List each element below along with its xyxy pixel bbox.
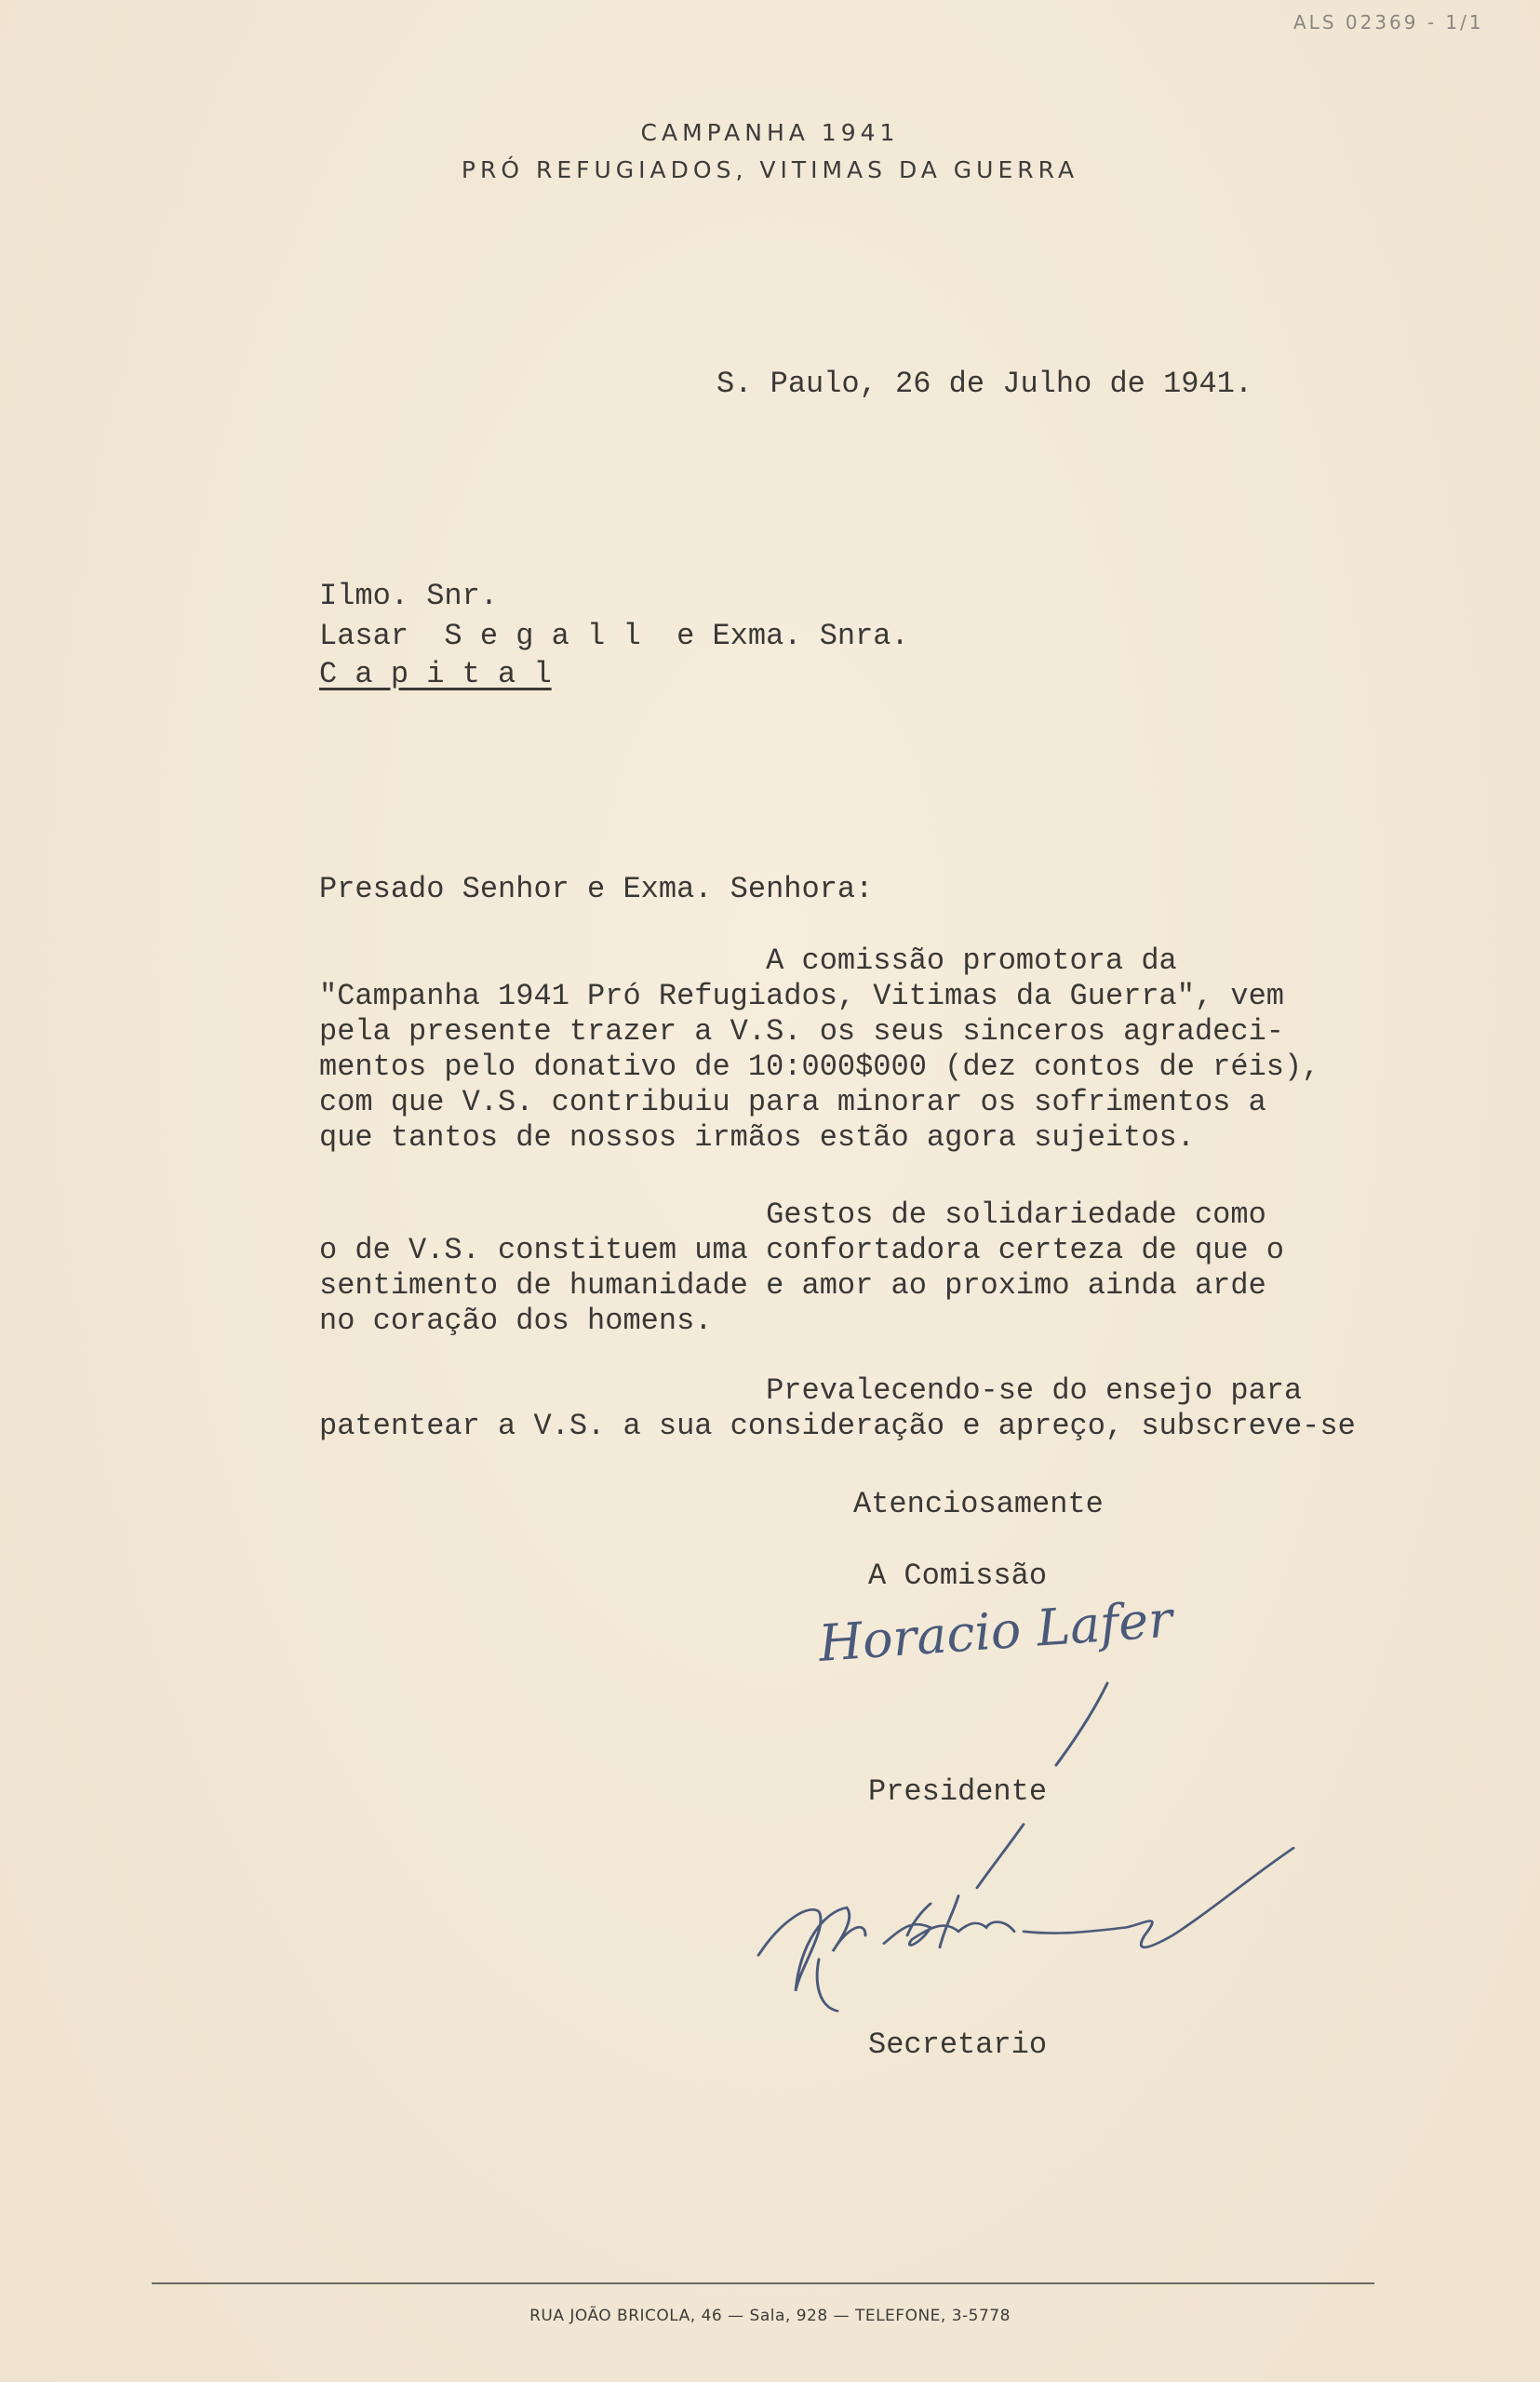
footer-address: RUA JOÃO BRICOLA, 46 — Sala, 928 — TELEFONE, 3-5778	[529, 2307, 1011, 2325]
body-paragraph-3	[319, 1373, 1356, 1444]
body-line: Prevalecendo-se do ensejo para	[319, 1373, 1303, 1408]
committee-label: A Comissão	[868, 1559, 1048, 1593]
secretary-title: Secretario	[868, 2027, 1048, 2062]
signature-president-flourish	[1042, 1679, 1117, 1768]
recipient-line-1: Ilmo. Snr.	[319, 579, 499, 613]
body-line: mentos pelo donativo de 10:000$000 (dez contos de réis),	[319, 1050, 1320, 1084]
body-line: "Campanha 1941 Pró Refugiados, Vitimas da Guerra", vem	[319, 979, 1284, 1013]
signature-president: Horacio Lafer	[816, 1589, 1174, 1673]
body-paragraph-1	[319, 943, 1319, 1156]
letterhead-subtitle: PRÓ REFUGIADOS, VITIMAS DA GUERRA	[461, 156, 1079, 183]
recipient-line-2: Lasar S e g a l l e Exma. Snra.	[319, 619, 909, 653]
salutation: Presado Senhor e Exma. Senhora:	[319, 872, 874, 906]
letter-date: S. Paulo, 26 de Julho de 1941.	[716, 367, 1253, 401]
footer-divider	[152, 2282, 1374, 2284]
closing: Atenciosamente	[853, 1487, 1104, 1521]
body-line: Gestos de solidariedade como	[319, 1198, 1266, 1232]
body-paragraph-2	[319, 1198, 1284, 1339]
body-line: A comissão promotora da	[319, 943, 1177, 978]
body-line: o de V.S. constituem uma confortadora certeza de que o	[319, 1233, 1284, 1267]
archive-number: ALS 02369 - 1/1	[1293, 11, 1484, 33]
body-line: que tantos de nossos irmãos estão agora sujeitos.	[319, 1120, 1195, 1155]
signature-secretary	[744, 1816, 1303, 2023]
body-line: patentear a V.S. a sua consideração e apreço, subscreve-se	[319, 1409, 1356, 1443]
president-title: Presidente	[868, 1774, 1048, 1809]
body-line: pela presente trazer a V.S. os seus sinceros agradeci-	[319, 1014, 1284, 1049]
letterhead-title: CAMPANHA 1941	[640, 119, 900, 146]
recipient-line-3: C a p i t a l	[319, 657, 552, 691]
body-line: com que V.S. contribuiu para minorar os sofrimentos a	[319, 1085, 1266, 1119]
body-line: sentimento de humanidade e amor ao proximo ainda arde	[319, 1268, 1266, 1303]
body-line: no coração dos homens.	[319, 1304, 713, 1338]
